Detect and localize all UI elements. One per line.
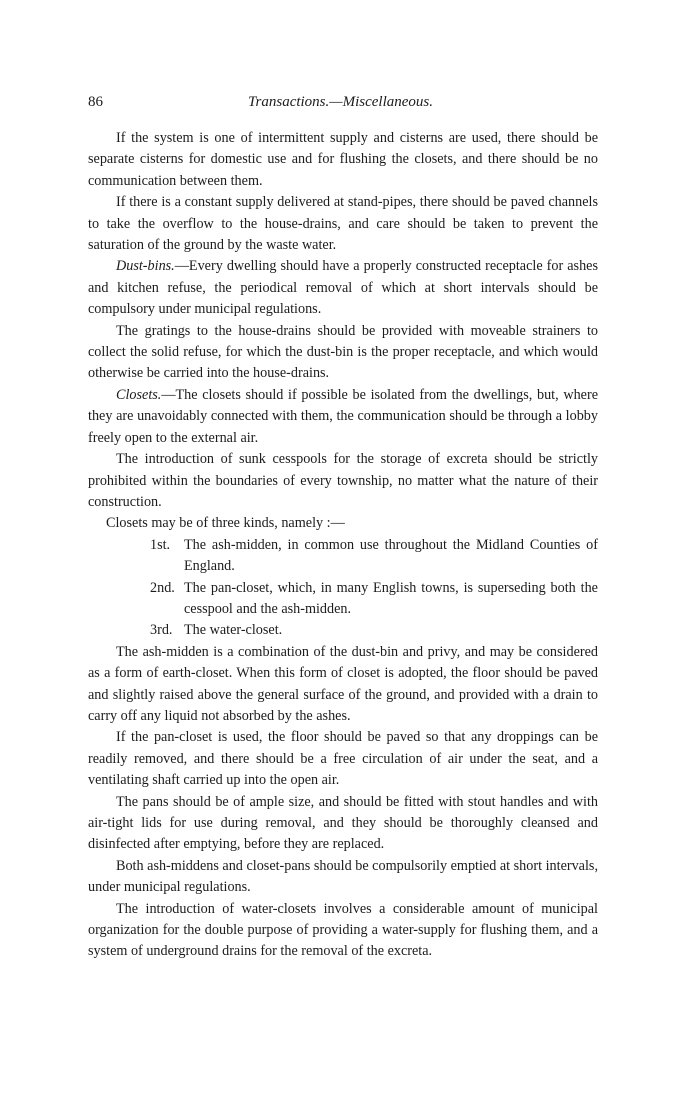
- paragraph-intermittent-supply: If the system is one of intermittent supply and cisterns are used, there should be separate cisterns for domestic use and for flushing the closets, and there should be no communication between them.: [88, 130, 598, 189]
- paragraph-constant-supply: If there is a constant supply delivered at stand-pipes, there should be paved channels to take the overflow to the house-drains, and care should be taken to prevent the saturation of the ground by the waste water.: [88, 194, 598, 254]
- running-head: Transactions.—Miscellaneous.: [248, 94, 434, 110]
- list-item-text: The pan-closet, which, in many English towns, is superseding both the cesspool and the ash-midden.: [184, 579, 598, 617]
- paragraph-emptying: Both ash-middens and closet-pans should be compulsorily emptied at short intervals, under municipal regulations.: [88, 857, 598, 896]
- side-heading-dust-bins: Dust-bins.: [116, 258, 175, 275]
- list-item-marker: 2nd.: [150, 579, 175, 596]
- paragraph-water-closets: The introduction of water-closets involves a considerable amount of municipal organization for the double purpose of providing a water-supply for flushing them, and a system of underground drains for the removal of the excreta.: [88, 900, 598, 960]
- list-item-marker: 3rd.: [150, 622, 173, 639]
- paragraph-ash-midden: The ash-midden is a combination of the dust-bin and privy, and may be considered as a form of earth-closet. When this form of closet is adopted, the floor should be paved and slightly raised above the general surface of the ground, and provided with a drain to carry off any liquid not absorbed by the ashes.: [88, 643, 598, 724]
- paragraph-dust-bins-text: —Every dwelling should have a properly constructed receptacle for ashes and kitchen refuse, the periodical removal of which at short intervals should be compulsory under municipal regulations.: [88, 258, 598, 318]
- paragraph-gratings: The gratings to the house-drains should be provided with moveable strainers to collect the solid refuse, for which the dust-bin is the proper receptacle, and which would otherwise be carried into the house-drains.: [88, 322, 598, 382]
- document-page: [88, 92, 598, 963]
- side-heading-closets: Closets.: [116, 386, 162, 403]
- closet-kinds-list: [88, 535, 598, 642]
- list-item-marker: 1st.: [150, 536, 171, 553]
- page-number: 86: [88, 94, 103, 110]
- list-item-text: The water-closet.: [184, 622, 283, 639]
- paragraph-closets-text: —The closets should if possible be isolated from the dwellings, but, where they are unavoidably connected with them, the communication should be through a lobby freely open to the external air.: [88, 386, 598, 446]
- paragraph-pan-closet: If the pan-closet is used, the floor should be paved so that any droppings can be readily removed, and there should be a free circulation of air under the seat, and a ventilating shaft carried up into the open air.: [88, 729, 598, 789]
- page-header: [88, 92, 598, 116]
- list-item: [88, 535, 598, 578]
- paragraph-dust-bins: [88, 256, 598, 320]
- list-item: [88, 578, 598, 621]
- paragraph-pans: The pans should be of ample size, and should be fitted with stout handles and with air-tight lids for use during removal, and they should be thoroughly cleansed and disinfected after emptying, before they are replaced.: [88, 793, 598, 853]
- paragraph-cesspools: The introduction of sunk cesspools for the storage of excreta should be strictly prohibited within the boundaries of every township, no matter what the nature of their construction.: [88, 451, 598, 510]
- paragraph-closet-kinds-intro: Closets may be of three kinds, namely :—: [106, 515, 345, 532]
- paragraph-closets: [88, 385, 598, 449]
- list-item: [88, 620, 598, 641]
- list-item-text: The ash-midden, in common use throughout the Midland Counties of England.: [184, 536, 598, 575]
